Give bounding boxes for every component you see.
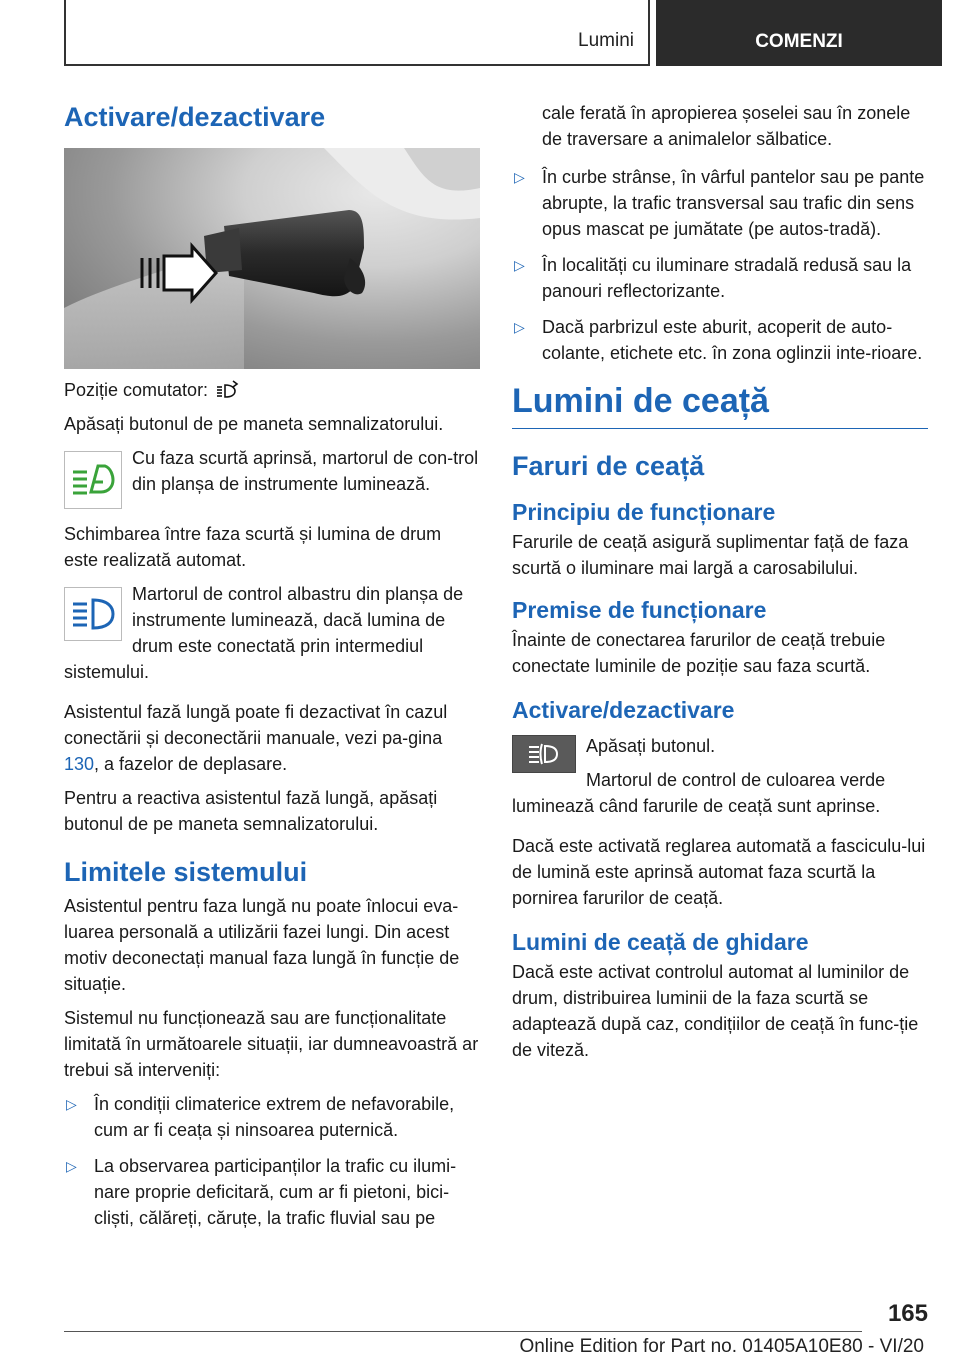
- limits-list-right: [512, 164, 928, 366]
- page-number: 165: [887, 1300, 928, 1327]
- reactivate-text: Pentru a reactiva asistentul fază lungă, apăsați butonul de pe maneta semnalizatorului.: [64, 788, 438, 834]
- right-column: [512, 100, 928, 1063]
- switch-position-label: Poziție comutator:: [64, 380, 209, 400]
- heading-fog-activate: Activare/dezactivare: [512, 697, 735, 723]
- triangle-bullet-icon: ▷: [66, 1096, 77, 1112]
- guide-text: Dacă este activat controlul automat al luminilor de drum, distribuirea luminii de la faza scurtă se adaptează după caz, condițiilor de ceață în func-ție de viteză.: [512, 962, 919, 1060]
- press-button-text: Apăsați butonul de pe maneta semnalizatorului.: [64, 414, 444, 434]
- heading-principle: Principiu de funcționare: [512, 499, 776, 525]
- low-beam-green-indicator-icon: [64, 451, 122, 509]
- limits-list-left: [64, 1091, 480, 1231]
- header-chapter-label: COMENZI: [755, 31, 843, 52]
- auto-regulation-text: Dacă este activată reglarea automată a fasciculu-lui de lumină este aprinsă automat faza scurtă la pornirea farurilor de ceață.: [512, 836, 926, 908]
- switch-position: [64, 377, 480, 403]
- high-beam-assistant-icon: [213, 379, 243, 399]
- blue-indicator-text: Martorul de control albastru din planșa de instrumente luminează, dacă lumina de drum este conectată prin intermediul sistemului.: [64, 584, 464, 682]
- principle-text: Farurile de ceață asigură suplimentar față de faza scurtă o iluminare mai largă a carosabilului.: [512, 532, 909, 578]
- fog-light-button-icon: [512, 735, 576, 773]
- press-fog-button-text: Apăsați butonul.: [586, 736, 716, 756]
- header-section-box: [64, 0, 650, 66]
- limits-paragraph-1: Asistentul pentru faza lungă nu poate înlocui eva-luarea personală a utilizării fazei lungi. Din acest motiv deconectați manual faza lungă în funcție de situație.: [64, 896, 460, 994]
- heading-fog-lights: Lumini de ceață: [512, 380, 928, 429]
- fog-green-indicator-text: Martorul de control de culoarea verde luminează când farurile de ceață sunt aprinse.: [512, 770, 886, 816]
- heading-guide-fog-lights: Lumini de ceață de ghidare: [512, 929, 809, 955]
- blue-indicator-block: [64, 581, 480, 685]
- limits-paragraph-2: Sistemul nu funcționează sau are funcționalitate limitată în următoarele situații, iar dumneavoastră ar trebui să interveniți:: [64, 1008, 479, 1080]
- triangle-bullet-icon: ▷: [514, 169, 525, 185]
- heading-system-limits: Limitele sistemului: [64, 857, 308, 887]
- green-indicator-block: [64, 445, 480, 513]
- list-item-text: În localități cu iluminare stradală redusă sau la panouri reflectorizante.: [542, 255, 912, 301]
- list-continuation-text: cale ferată în apropierea șoselei sau în zonele de traversare a animalelor sălbatice.: [542, 103, 911, 149]
- triangle-bullet-icon: ▷: [514, 319, 525, 335]
- stalk-photo: [64, 148, 480, 369]
- list-item-text: Dacă parbrizul este aburit, acoperit de auto-colante, etichete etc. în zona oglinzii inte-rioare.: [542, 317, 923, 363]
- turn-signal-stalk-illustration: [64, 148, 480, 369]
- footer-divider: [64, 1331, 862, 1332]
- footer-edition: Online Edition for Part no. 01405A10E80 - VI/20: [519, 1336, 924, 1357]
- premise-text: Înainte de conectarea farurilor de ceață trebuie conectate luminile de poziție sau faza scurtă.: [512, 630, 886, 676]
- list-item-text: La observarea participanților la trafic cu ilumi-nare proprie deficitară, cum ar fi pietoni, bici-cliști, călăreți, căruțe, la trafic fluvial sau pe: [94, 1156, 457, 1228]
- left-column: [64, 100, 480, 1241]
- list-item: [512, 164, 928, 242]
- header-chapter-tab: [656, 0, 942, 66]
- list-item-text: În condiții climaterice extrem de nefavorabile, cum ar fi ceața și ninsoarea puternică.: [94, 1094, 455, 1140]
- deactivate-text-end: , a fazelor de deplasare.: [94, 754, 288, 774]
- list-item-text: În curbe strânse, în vârful pantelor sau pe pante abrupte, la trafic transversal sau trafic din sens opus mascat pe jumătate (pe autos-tradă).: [542, 167, 925, 239]
- triangle-bullet-icon: ▷: [514, 257, 525, 273]
- heading-activate: Activare/dezactivare: [64, 102, 326, 132]
- auto-switch-text: Schimbarea între faza scurtă și lumina de drum este realizată automat.: [64, 524, 442, 570]
- heading-premise: Premise de funcționare: [512, 597, 767, 623]
- deactivate-text-start: Asistentul fază lungă poate fi dezactivat în cazul conectării și deconectării manuale, vezi pa-gina: [64, 702, 448, 748]
- list-item: [64, 1091, 480, 1143]
- list-item: [512, 252, 928, 304]
- list-item: [64, 1153, 480, 1231]
- page-reference-link[interactable]: 130: [64, 754, 95, 774]
- deactivate-text: [64, 699, 480, 777]
- list-item: [512, 314, 928, 366]
- high-beam-blue-indicator-icon: [64, 587, 122, 641]
- triangle-bullet-icon: ▷: [66, 1158, 77, 1174]
- fog-button-block: [512, 733, 928, 819]
- header-section-title: Lumini: [578, 30, 634, 51]
- green-indicator-text: Cu faza scurtă aprinsă, martorul de con-trol din planșa de instrumente luminează.: [132, 448, 479, 494]
- heading-front-fog-lights: Faruri de ceață: [512, 451, 705, 481]
